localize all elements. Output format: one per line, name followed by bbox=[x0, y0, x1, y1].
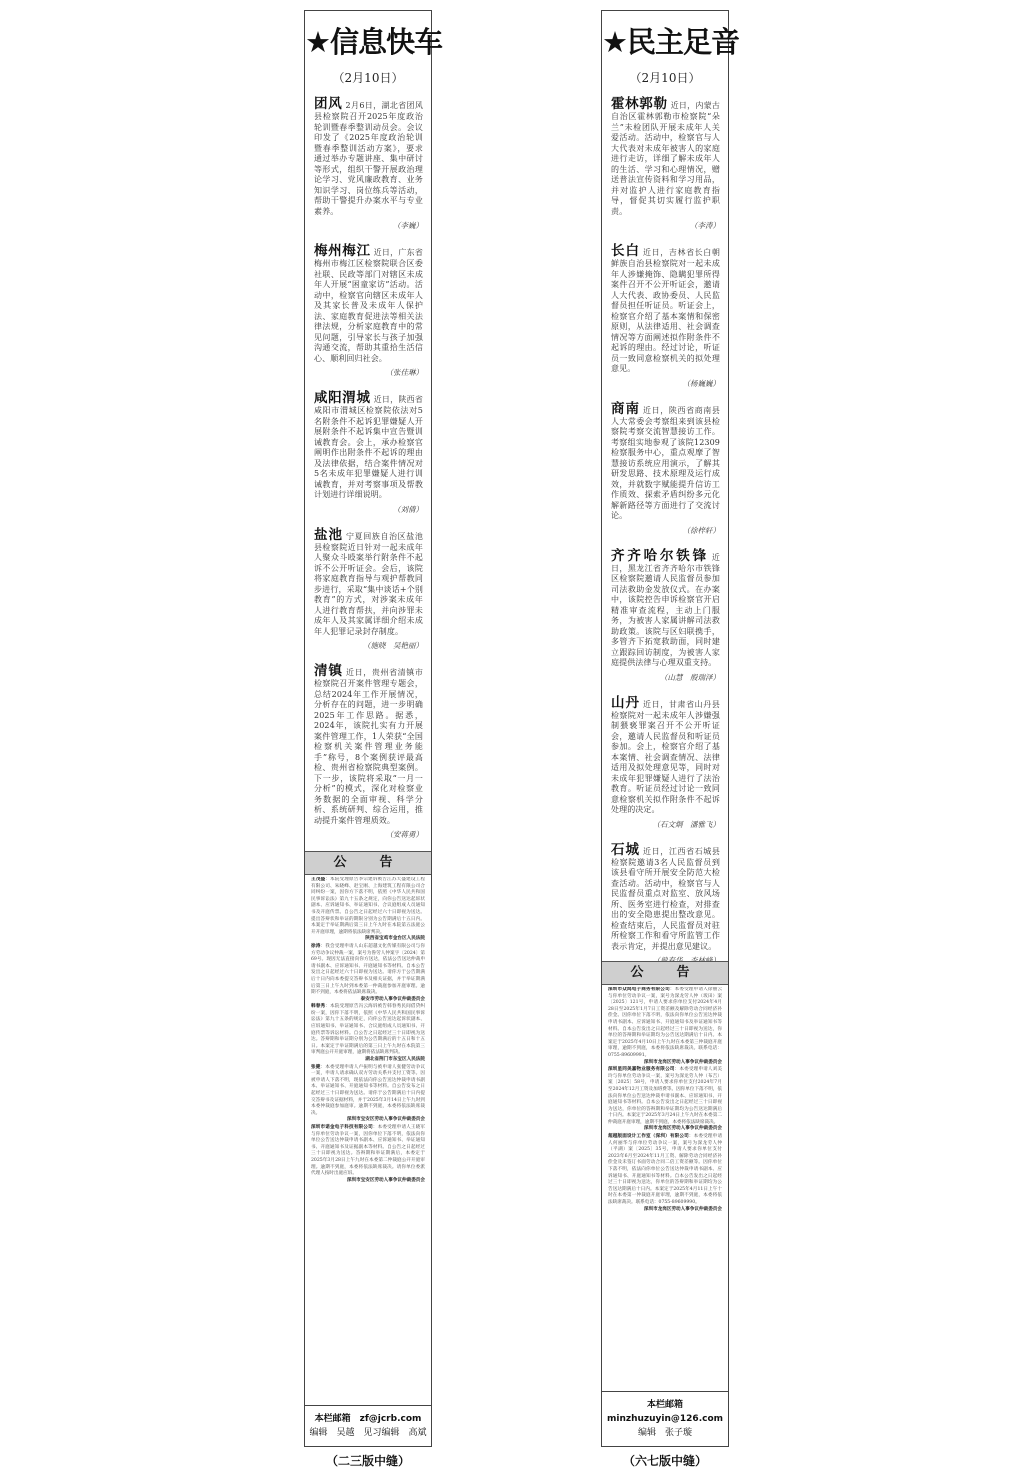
column-header bbox=[305, 11, 442, 86]
column-header bbox=[602, 11, 739, 86]
seam-label-left: （二三版中缝） bbox=[325, 1454, 410, 1468]
notice-heading: 公 告 bbox=[305, 851, 431, 875]
news-author: （山慧 殷瑞泽） bbox=[660, 672, 720, 682]
news-place: 咸阳渭城 bbox=[314, 390, 371, 406]
right-column bbox=[601, 10, 739, 1447]
left-column bbox=[304, 10, 442, 1447]
news-item bbox=[314, 527, 423, 652]
news-text: 近日，贵州省清镇市检察院召开案件管理专题会，总结2024年工作开展情况，分析存在的问题，进一步明确2025年工作思路。据悉，2024年，该院扎实有力开展案件管理工作，1人荣获“全国检察机关案件管理业务能手”称号，8个案例获评最高检、贵州省检察院典型案例。下一步，该院将采取“一月一分析”的模式，深化对检察业务数据的全面审视、科学分析、系统研判、综合运用，推动提升案件管理质效。 bbox=[314, 668, 424, 825]
news-items bbox=[602, 86, 728, 966]
notice-entry: 深圳市诺金电子科技有限公司：本委受理申请人王晓军与你单位劳动争议一案，因你单位下落不明，依法向你单位公告送达仲裁申请书副本、应诉通知书、举证通知书、开庭通知书及证据副本等材料。自公告之日起经过三十日即视为送达。答辩期和举证期满后，本委定于2025年3月28日上午九时在本委第二仲裁庭公开开庭审理。逾期不到庭，本委将依法缺席裁决。请你单位委派代理人按时出庭应诉。 深圳市宝安区劳动人事争议仲裁委员会 bbox=[311, 1124, 425, 1183]
news-text: 近日，广东省梅州市梅江区检察院联合区委社联、民政等部门对辖区未成年人开展“困童家访”活动。活动中，检察官向辖区未成年人及其家长普及未成年人保护法、家庭教育促进法等相关法律法规，分析家庭教育中的常见问题，引导家长与孩子加强沟通交流，帮助其重拾生活信心、顺利回归社会。 bbox=[314, 248, 423, 363]
news-text: 近日，黑龙江省齐齐哈尔市铁锋区检察院邀请人民监督员参加司法救助金发放仪式。在办案中，该院控告申诉检察官开启精准审查流程，主动上门服务，为被害人家属讲解司法救助政策。该院与区妇联携手，多管齐下拓宽救助面，同时建立跟踪回访制度，为被害人家庭提供法律与心理双重支持。 bbox=[611, 552, 720, 667]
news-place: 清镇 bbox=[314, 663, 344, 679]
column-date: （2月10日） bbox=[332, 71, 404, 85]
news-author: （徐梓轩） bbox=[682, 525, 720, 535]
notice-entry: 深圳市众鸿电子商务有限公司：本委受理申请人徐丽云与你单位劳动争议一案，案号为深龙劳人仲（坂田）案〔2025〕121号，申请人要求你单位支付2024年4月28日至2025年1月7日工资差额及解除劳动合同经济补偿金。因你单位下落不明，依法向你单位公告送达仲裁申请书副本、应诉通知书、开庭通知书及举证通知书等材料。自本公告发出之日起经过三十日即视为送达，你单位的答辩期和举证期均为公告送达期满后十日内。本案定于2025年4月10日上午九时在本委第三仲裁庭开庭审理，逾期不到庭，本委将依法缺席裁决。联系电话：0755-89609991。 深圳市龙岗区劳动人事争议仲裁委员会 bbox=[608, 987, 722, 1065]
news-text: 近日，江西省石城县检察院邀请3名人民监督员到该县看守所开展安全防范大检查活动。活动中，检察官与人民监督员重点对监室、放风场所、医务室进行检查，对排查出的安全隐患提出整改意见。检查结束后，人民监督员对驻所检察工作和看守所监管工作表示肯定，并提出意见建议。 bbox=[611, 846, 721, 951]
notice-body bbox=[608, 987, 722, 1375]
news-text: 近日，甘肃省山丹县检察院对一起未成年人涉嫌强制猥亵罪案召开不公开听证会，邀请人民监督员和听证员参加。会上，检察官介绍了基本案情、社会调查情况、法律适用及拟处理意见等，同时对未成年犯罪嫌疑人进行了法治教育。听证员经过讨论一致同意检察机关拟作附条件不起诉处理的决定。 bbox=[611, 699, 721, 814]
news-item bbox=[611, 401, 720, 536]
news-item bbox=[611, 96, 720, 231]
notice-heading: 公 告 bbox=[602, 961, 728, 985]
news-place: 石城 bbox=[611, 841, 641, 858]
news-author: （李涛） bbox=[690, 221, 720, 230]
news-text: 近日，内蒙古自治区霍林郭勒市检察院“朵兰”未检团队开展未成年人关爱活动。活动中，检察官与人大代表对未成年被害人的家庭进行走访，详细了解未成年人的生活、学习和心理情况，赠送普法宣传资料和学习用品，并对监护人进行家庭教育指导，督促其切实履行监护职责。 bbox=[611, 101, 720, 216]
news-item bbox=[611, 842, 720, 967]
news-text: 宁夏回族自治区盐池县检察院近日针对一起未成年人聚众斗殴案举行附条件不起诉不公开听证会。会后，该院将家庭教育指导与观护帮教同步进行，采取“集中谈话+个别教育”的方式，对涉案未成年人进行教育帮扶，并向涉罪未成年人及其家属详细介绍未成年人犯罪记录封存制度。 bbox=[314, 531, 424, 636]
news-item bbox=[611, 243, 720, 389]
news-author: （杨巍巍） bbox=[682, 378, 720, 388]
notice-entry: 张健：本委受理申请人卢振明与被申请人张健劳动争议一案，申请人请求确认双方劳动关系并支付工资等。因被申请人下落不明，现依法向你公告送达仲裁申请书副本、举证通知书、开庭通知书等材料。自公告发布之日起经过三十日即视为送达。请你于公告期满后十日内提交答辩书及证据材料，并于2025年3月14日上午九时到本委仲裁庭参加庭审。逾期不到庭，本委将依法缺席裁决。 深圳市宝安区劳动人事争议仲裁委员会 bbox=[311, 1064, 425, 1123]
column-footer bbox=[305, 1405, 431, 1446]
news-text: 2月6日，湖北省团风县检察院召开2025年度政治轮训暨春季整训动员会。会议印发了《2025年度政治轮训暨春季整训活动方案》，要求通过举办专题讲座、集中研讨等形式，组织干警开展政治理论学习、党风廉政教育、业务知识学习、岗位练兵等活动，帮助干警提升办案水平与专业素养。 bbox=[314, 101, 423, 216]
footer-editor: 编辑 张子璇 bbox=[637, 1428, 692, 1438]
notice-entry: 王茂盛：本院受理原告李宗建诉被告江苏天盛建设工程有限公司、朱晓峰、赵宝刚、上海建筑工程有限公司合同纠纷一案，因你方下落不明，依照《中华人民共和国民事诉讼法》第九十五条之规定，向你公告送达起诉状副本、应诉通知书、举证通知书、合议庭组成人员通知书及开庭传票。自公告之日起经过六十日即视为送达。提出答辩状和举证的期限分别为公告期满后十五日内。本案定于举证期满后第三日上午九时在本院第五法庭公开开庭审理，逾期将依法缺席判决。 陕西省宝鸡市金台区人民法院 bbox=[311, 877, 425, 942]
news-place: 梅州梅江 bbox=[314, 243, 371, 259]
news-item bbox=[314, 96, 423, 231]
notice-entry: 深圳星同美嘉物业服务有限公司：本委受理申请人刘美玲与你单位劳动争议一案，案号为深龙劳人仲（布吉）案〔2025〕58号，申请人要求你单位支付2024年7月至2024年12月工资及加班费等。因你单位下落不明，依法向你单位公告送达仲裁申请书副本、应诉通知书、开庭通知书等材料。自本公告发出之日起经过三十日即视为送达，你单位的答辩期和举证期均为公告送达期满后十日内。本案定于2025年3月24日上午九时在本委第二仲裁庭开庭审理，逾期不到庭，本委将依法缺席裁决。 深圳市龙岗区劳动人事争议仲裁委员会 bbox=[608, 1067, 722, 1132]
news-place: 长白 bbox=[611, 243, 641, 259]
footer-email: 本栏邮箱 minzhuzuyin@126.com bbox=[606, 1400, 724, 1424]
news-place: 霍林郭勒 bbox=[611, 96, 668, 112]
footer-email: 本栏邮箱 zf@jcrb.com bbox=[314, 1414, 422, 1424]
column-title: ★民主足音 bbox=[602, 25, 739, 59]
news-author: （刘倩） bbox=[393, 504, 423, 514]
news-author: （李巍） bbox=[393, 221, 423, 230]
notice-entry: 韩春秀：本院受理原告冯云海诉被告韩春秀民间借贷纠纷一案，因你下落不明，依照《中华人民共和国民事诉讼法》第九十五条的规定，向你公告送达起诉状副本、应诉通知书、举证通知书、合议庭组成人员通知书、开庭传票等诉讼材料。自公告之日起经过三十日即视为送达。答辩期和举证期分别为公告期满后的十五日和十五日。本案定于举证期满后的第三日上午九时在本院第三审判庭公开开庭审理，逾期将依法缺席判决。 湖北省荆门市东宝区人民法院 bbox=[311, 1004, 425, 1063]
news-text: 近日，陕西省商南县人大常委会考察组来到该县检察院考察交流智慧接访工作。考察组实地参观了该院12309检察服务中心，重点观摩了智慧接访系统应用演示，了解其研发思路、技术原理及运行成效，并就数字赋能提升信访工作质效、探索矛盾纠纷多元化解新路径等方面进行了交流讨论。 bbox=[611, 405, 721, 520]
news-item bbox=[611, 548, 720, 683]
notice-body bbox=[311, 877, 425, 1373]
seam-label-right: （六七版中缝） bbox=[622, 1454, 707, 1468]
news-place: 团风 bbox=[314, 96, 343, 112]
news-item bbox=[314, 243, 423, 378]
news-item bbox=[314, 390, 423, 515]
news-text: 近日，吉林省长白朝鲜族自治县检察院对一起未成年人涉嫌掩饰、隐瞒犯罪所得案件召开不公开听证会，邀请人大代表、政协委员、人民监督员担任听证员。听证会上，检察官介绍了基本案情和保密原则，从法律适用、社会调查情况等方面阐述拟作附条件不起诉的理由。经过讨论，听证员一致同意检察机关的拟处理意见。 bbox=[611, 248, 721, 373]
news-text: 近日，陕西省咸阳市渭城区检察院依法对5名附条件不起诉犯罪嫌疑人开展附条件不起诉集中宣告暨训诫教育会。会上，承办检察官阐明作出附条件不起诉的理由及法律依据，结合案件情况对5名未成年犯罪嫌疑人进行训诫教育，并对考察事项及帮教计划进行详细说明。 bbox=[314, 395, 423, 499]
news-item bbox=[314, 663, 423, 840]
column-title: ★信息快车 bbox=[305, 25, 442, 59]
news-place: 齐齐哈尔铁锋 bbox=[611, 547, 709, 564]
news-author: （施晓 吴艳丽） bbox=[363, 641, 423, 650]
news-author: （张佳琳） bbox=[385, 368, 423, 377]
column-date: （2月10日） bbox=[629, 71, 701, 85]
news-place: 山丹 bbox=[611, 694, 641, 711]
news-place: 商南 bbox=[611, 400, 641, 417]
notice-entry: 徐涛：我会受理申请人山东超越文化传媒有限公司与你方劳动争议仲裁一案，案号为鲁劳人仲案字〔2024〕第69号。现因无法直接向你方送达，依法公告送达仲裁申请书副本、应诉通知书、开庭通知书等材料。自本公告发出之日起经过六十日即视为送达。请你方于公告期满后十日内向本委提交答辩书及相关证据，并于举证期满后第三日上午九时到本委第一仲裁庭参加开庭审理。逾期不到庭，本委将依法缺席裁决。 泰安市劳动人事争议仲裁委员会 bbox=[311, 943, 425, 1002]
footer-editor: 编辑 吴越 见习编辑 高斌 bbox=[309, 1428, 427, 1438]
notice-entry: 超越版面设计工作室（深圳）有限公司：本委受理申请人何丽华与你单位劳动争议一案，案号为深龙劳人仲（平湖）案〔2025〕35号，申请人要求你单位支付2023年6月至2024年11月工资、解除劳动合同经济补偿金及未签订书面劳动合同二倍工资差额等。因你单位下落不明，依法向你单位公告送达仲裁申请书副本、应诉通知书、开庭通知书等材料。自本公告发出之日起经过三十日即视为送达，你单位的答辩期和举证期均为公告送达期满后十日内。本案定于2025年4月11日上午十时在本委第一仲裁庭开庭审理，逾期不到庭，本委将依法缺席裁决。联系电话：0755-89609990。 深圳市龙岗区劳动人事争议仲裁委员会 bbox=[608, 1134, 722, 1212]
news-place: 盐池 bbox=[314, 526, 344, 543]
news-items bbox=[305, 86, 431, 840]
column-footer bbox=[602, 1391, 728, 1446]
news-item bbox=[611, 695, 720, 830]
news-author: （安蒋勇） bbox=[385, 830, 423, 839]
news-author: （石文炯 潘雅飞） bbox=[652, 819, 720, 829]
